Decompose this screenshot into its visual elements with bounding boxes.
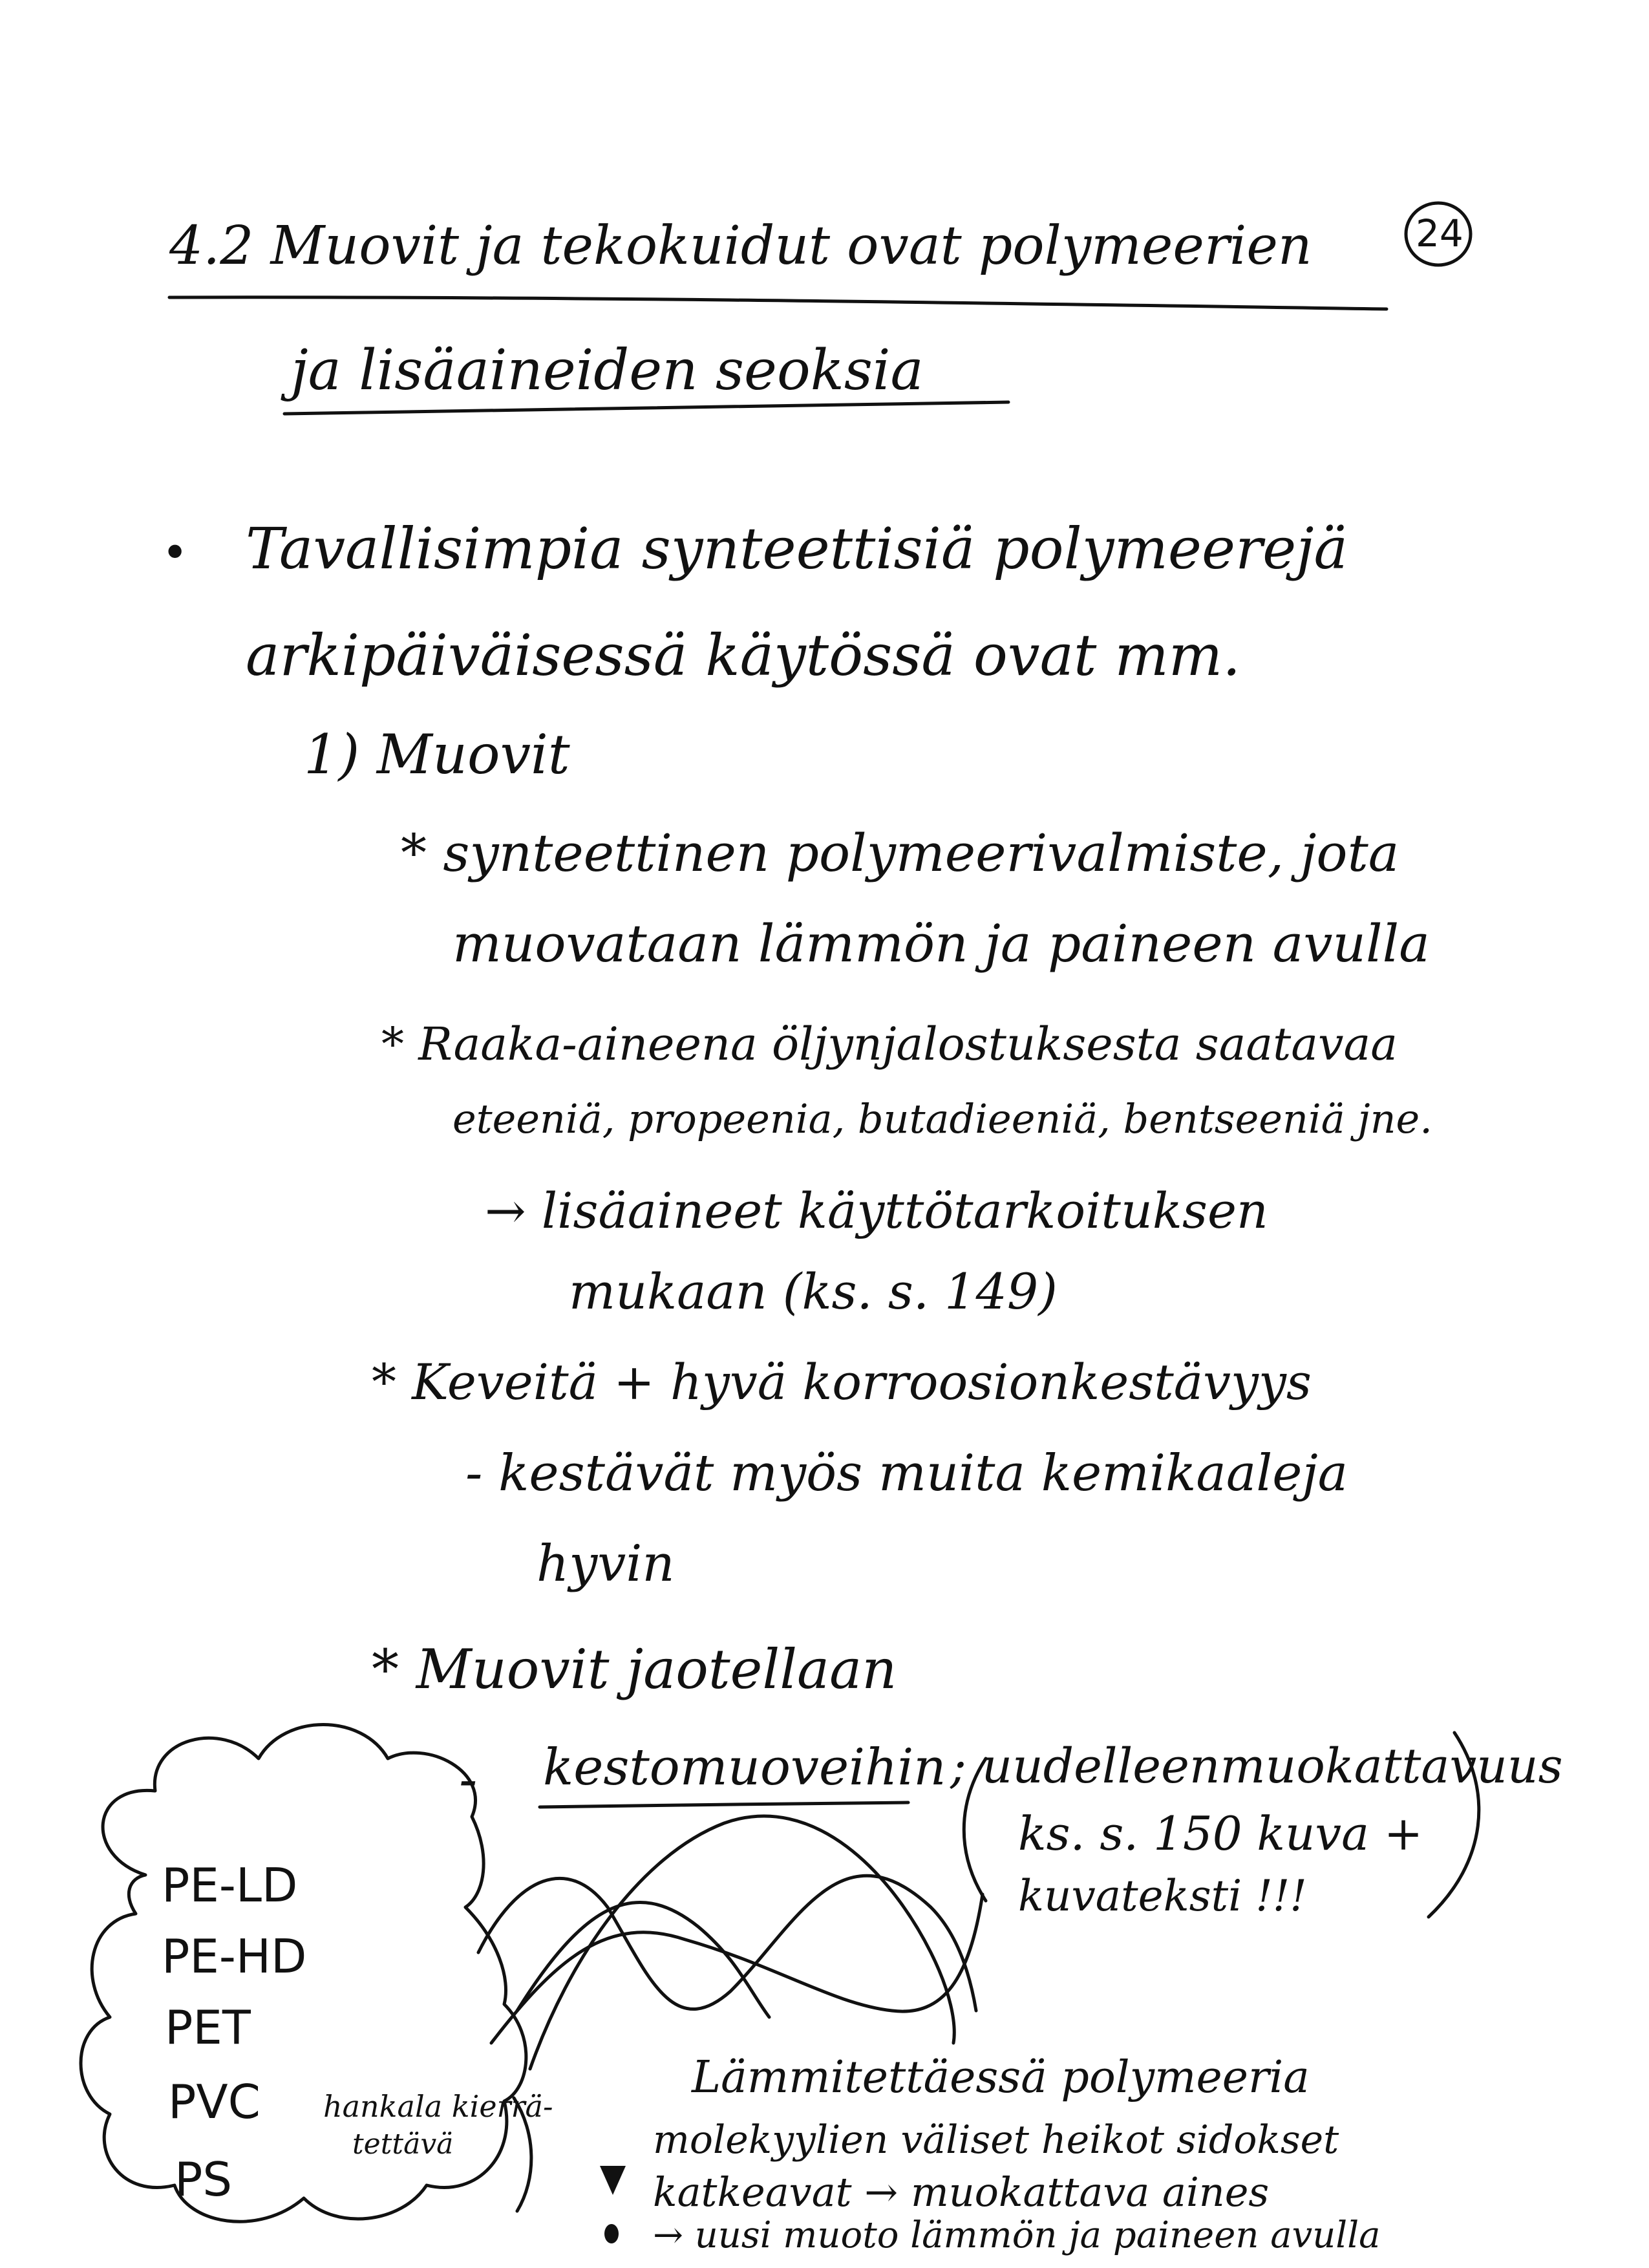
cloud-note-line-1: hankala kierrä- <box>323 2089 553 2124</box>
item4-rest: ; uudelleenmuokattavuus <box>950 1738 1563 1794</box>
reference-line-1: ks. s. 150 kuva + <box>1018 1806 1423 1861</box>
title-underline-1 <box>169 297 1387 309</box>
section-heading: 1) Muovit <box>304 723 570 786</box>
cloud-item-pet: PET <box>165 2000 251 2055</box>
polymer-chain-4 <box>517 1902 769 2017</box>
page-number: 24 <box>1416 211 1463 255</box>
item1-line-2: muovataan lämmön ja paineen avulla <box>452 914 1430 974</box>
heating-marker-1 <box>600 2166 626 2195</box>
item2-arrow-line-2: mukaan (ks. s. 149) <box>569 1263 1058 1320</box>
polymer-chain-3 <box>530 1816 954 2069</box>
term-underline <box>540 1803 908 1807</box>
item4-dash: - <box>459 1748 478 1811</box>
cloud-item-pvc: PVC <box>168 2075 261 2129</box>
cloud-item-ps: PS <box>175 2152 233 2207</box>
item4-line-1: * Muovit jaotellaan <box>372 1638 897 1701</box>
item2-line-1: * Raaka-aineena öljynjalostuksesta saatavaa <box>381 1018 1398 1071</box>
item2-arrow-line-1: → lisäaineet käyttötarkoituksen <box>485 1182 1268 1239</box>
cloud-item-pe-hd: PE-HD <box>162 1929 307 1984</box>
item3-line-2: - kestävät myös muita kemikaaleja <box>465 1444 1348 1503</box>
heating-line-4: → uusi muoto lämmön ja paineen avulla <box>653 2214 1381 2256</box>
cloud-note-line-2: tettävä <box>352 2128 454 2161</box>
heating-line-3: katkeavat → muokattava aines <box>653 2168 1270 2216</box>
intro-line-2: arkipäiväisessä käytössä ovat mm. <box>246 622 1241 689</box>
heating-line-1: Lämmitettäessä polymeeria <box>692 2052 1310 2103</box>
item1-line-1: * synteettinen polymeerivalmiste, jota <box>401 823 1399 883</box>
intro-line-1: Tavallisimpia synteettisiä polymeerejä <box>246 515 1348 582</box>
title-line-2: ja lisäaineiden seoksia <box>291 338 924 403</box>
title-underline-2 <box>284 402 1008 414</box>
polymer-chain-1 <box>478 1876 976 2011</box>
heating-marker-2 <box>604 2224 619 2243</box>
heating-line-2: molekyylien väliset heikot sidokset <box>653 2117 1339 2163</box>
reference-line-2: kuvateksti !!! <box>1018 1871 1307 1921</box>
cloud-item-pe-ld: PE-LD <box>162 1858 298 1912</box>
intro-bullet: • <box>162 526 189 579</box>
item2-line-2: eteeniä, propeenia, butadieeniä, bentseeniä jne. <box>452 1095 1432 1142</box>
title-line-1: 4.2 Muovit ja tekokuidut ovat polymeerien <box>169 215 1312 277</box>
item3-line-3: hyvin <box>537 1535 675 1593</box>
item4-term: kestomuoveihin <box>543 1738 946 1797</box>
item3-line-1: * Keveitä + hyvä korroosionkestävyys <box>372 1353 1312 1411</box>
